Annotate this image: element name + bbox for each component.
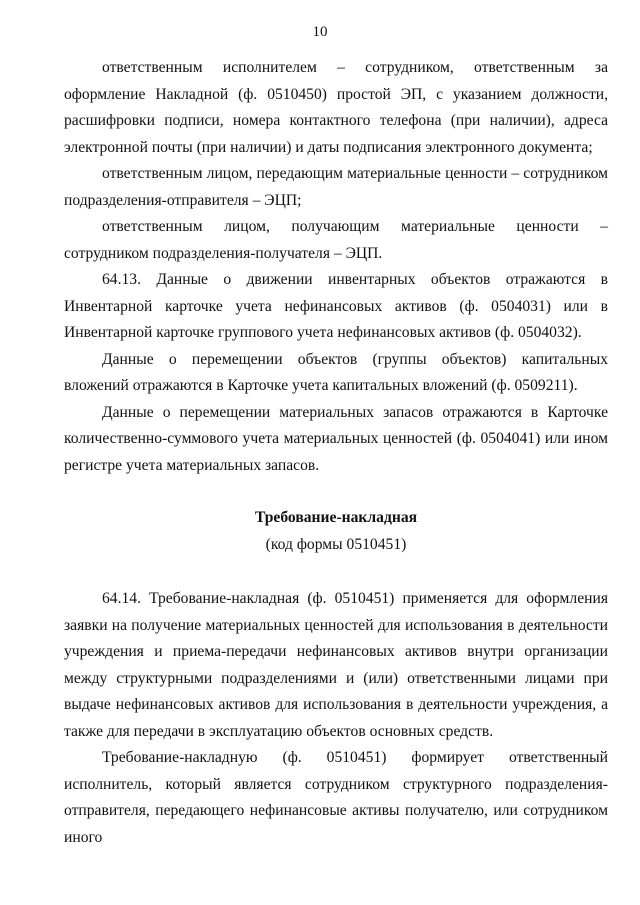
section-title: Требование-накладная bbox=[254, 509, 418, 526]
paragraph: 64.13. Данные о движении инвентарных объектов отражаются в Инвентарной карточке учета нефинансовых активов (ф. 0504031) или в Инвентарной карточке группового учета нефинансовых активов (ф. 0504032). bbox=[64, 271, 608, 341]
section-subtitle: (код формы 0510451) bbox=[265, 535, 407, 553]
paragraph: Данные о перемещении объектов (группы объектов) капитальных вложений отражаются в Карточке учета капитальных вложений (ф. 0509211). bbox=[64, 350, 608, 394]
paragraph: ответственным лицом, передающим материальные ценности – сотрудником подразделения-отправителя – ЭЦП; bbox=[64, 165, 608, 209]
document-body bbox=[64, 55, 608, 851]
paragraph: Требование-накладную (ф. 0510451) формирует ответственный исполнитель, который является сотрудником структурного подразделения-отправителя, передающего нефинансовые активы получателю, или сотрудником иного bbox=[64, 749, 608, 846]
paragraph: ответственным лицом, получающим материальные ценности – сотрудником подразделения-получателя – ЭЦП. bbox=[64, 218, 608, 262]
paragraph: 64.14. Требование-накладная (ф. 0510451) применяется для оформления заявки на получение материальных ценностей для использования в деятельности учреждения и приема-передачи нефинансовых активов внутри организации между структурными подразделениями и (или) ответственными лицами при выдаче нефинансовых активов для использования в деятельности учреждения, а также для передачи в эксплуатацию объектов основных средств. bbox=[64, 590, 608, 740]
paragraph: Данные о перемещении материальных запасов отражаются в Карточке количественно-суммового учета материальных ценностей (ф. 0504041) или ином регистре учета материальных запасов. bbox=[64, 403, 608, 474]
page-number: 10 bbox=[312, 24, 328, 40]
paragraph: ответственным исполнителем – сотрудником, ответственным за оформление Накладной (ф. 0510450) простой ЭП, с указанием должности, расшифровки подписи, номера контактного телефона (при наличии), адреса электронной почты (при наличии) и даты подписания электронного документа; bbox=[64, 59, 608, 156]
